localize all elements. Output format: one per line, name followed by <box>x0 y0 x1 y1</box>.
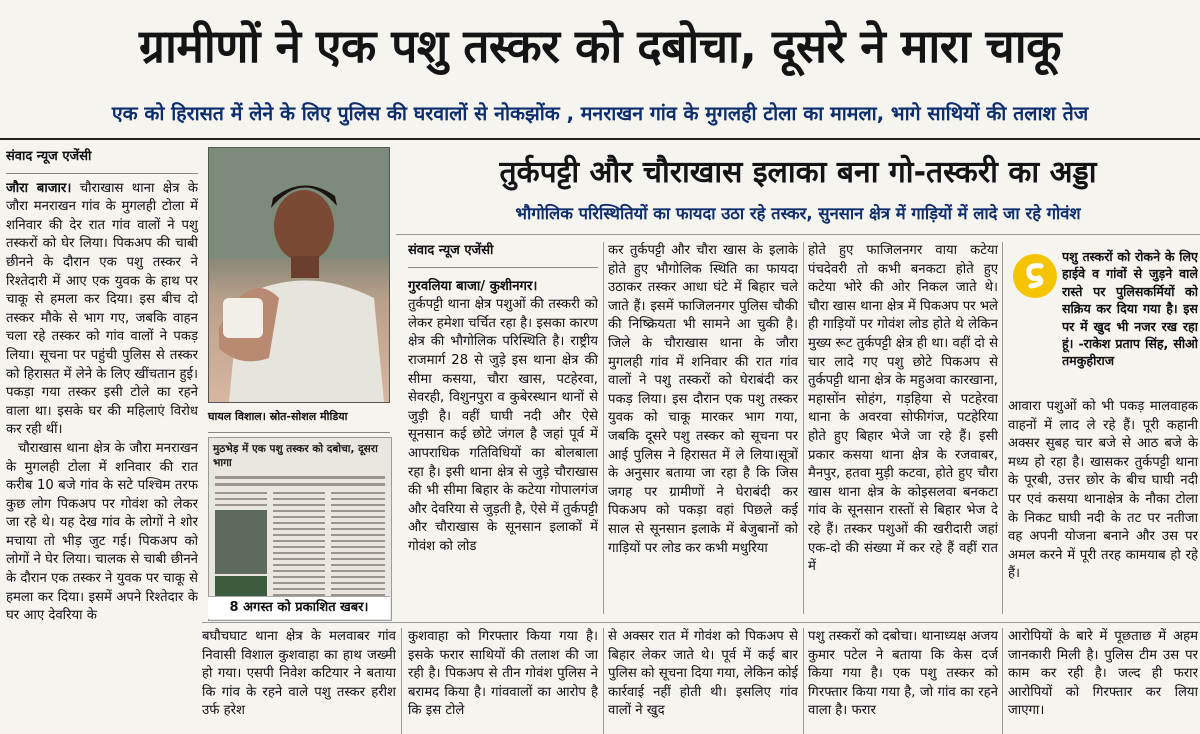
main-headline: ग्रामीणों ने एक पशु तस्कर को दबोचा, दूसरे ने मारा चाकू <box>139 19 1061 73</box>
story2-column-3 <box>808 242 998 614</box>
column-separator <box>603 628 604 734</box>
story2-column-4 <box>1008 398 1198 614</box>
story1-paragraph-3: बघौचघाट थाना क्षेत्र के मलवाबर गांव निवासी विशाल कुशवाहा का हाथ जख्मी हो गया। एसपी निवेश कटियार ने बताया कि गांव के रहने वाले पशु तस्कर हरीश उर्फ हरेश <box>202 629 396 719</box>
story2-divider <box>396 234 1200 235</box>
top-rule <box>0 138 1200 140</box>
continuation-text-3: पशु तस्करों को दबोचा। थानाध्यक्ष अजय कुमार पटेल ने बताया कि केस दर्ज किया गया है। एक पशु तस्कर को गिरफ्तार किया गया है, जो गांव का रहने वाला है। फरार <box>808 629 998 719</box>
continuation-text-2: से अक्सर रात में गोवंश को पिकअप से बिहार लेकर जाते थे। पूर्व में कई बार पुलिस को सूचना दिया गया, लेकिन कोई कार्रवाई नहीं होती थी। इसलिए गांव वालों ने खुद <box>608 629 798 719</box>
continuation-rule <box>202 622 1200 623</box>
column-separator <box>803 628 804 734</box>
injured-person-photo <box>208 147 390 403</box>
clipping-headline: मुठभेड़ में एक पशु तस्कर को दबोचा, दूसरा भागा <box>213 443 378 469</box>
story2-text-4: आवारा पशुओं को भी पकड़ मालवाहक वाहनों में लाद ले रहे हैं। पूरी कहानी अक्सर सुबह चार बजे से आठ बजे के मध्य हो रहा है। खासकर तुर्कपट्टी थाना के पूरबी, उत्तर छोर के बीच घाघी नदी पर एवं कसया थानाक्षेत्र के नौका टोला के निकट घाघी नदी के तट पर नतीजा वह अपनी योजना बनाने और उस पर अमल करने में पूरी तरह कामयाब हो रहे हैं। <box>1008 399 1198 582</box>
clipping-image <box>208 437 392 621</box>
photo-caption: घायल विशाल। स्रोत-सोशल मीडिया <box>208 402 390 433</box>
story2-column-1 <box>408 242 598 614</box>
story1-column <box>6 148 198 734</box>
story2-text-1: तुर्कपट्टी थाना क्षेत्र पशुओं की तस्करी को लेकर हमेशा चर्चित रहा है। इसका कारण क्षेत्र की भौगोलिक परिस्थिति है। राष्ट्रीय राजमार्ग 28 से जुड़े इस थाना क्षेत्र की सीमा कसया, चौरा खास, पटहेरवा, सेवरही, विशुनपुरा व कुबेरस्थान थानों से जुड़ी है। वहीं घाघी नदी और ऐसे सूनसान कई छोटे जंगल है जहां पूर्व में आपराधिक गतिविधियों का बोलबाला रहा है। इसी थाना क्षेत्र से जुड़े चौराखास की भी सीमा बिहार के कटेया गोपालगंज और देवरिया से जुड़ती है, ऐसे में तुर्कपट्टी और चौराखास के सूनसान इलाकों में गोवंश को लोड <box>408 297 598 554</box>
official-quote: पशु तस्करों को रोकने के लिए हाईवे व गांवों से जुड़ने वाले रास्ते पर पुलिसकर्मियों को सक्रिय कर दिया गया है। इस पर में खुद भी नजर रख रहा हूं। -राकेश प्रताप सिंह, सीओ तमकुहीराज <box>1062 249 1198 369</box>
column-separator <box>1002 628 1003 734</box>
story1-dateline: जौरा बाजार। <box>6 180 72 196</box>
continuation-text-4: आरोपियों के बारे में पूछताछ में अहम जानकारी मिली है। पुलिस टीम उस पर काम कर रही है। जल्द ही फरार आरोपियों को गिरफ्तार कर लिया जाएगा। <box>1008 629 1198 719</box>
continuation-block-3 <box>808 628 998 734</box>
story2-text-3: होते हुए फाजिलनगर वाया कटेया पंचदेवरी तो कभी बनकटा होते हुए कटेया भोरे की ओर निकल जाते थे। चौरा खास थाना क्षेत्र में पिकअप पर भले ही गाड़ियों पर गोवंश लोड होते थे लेकिन मुख्य रूट तुर्कपट्टी क्षेत्र ही था। वहीं दो से चार लादे गए पशु छोटे पिकअप से तुर्कपट्टी थाना क्षेत्र के महुअवा कारखाना, महासोंन सोहंग, गड़हिया से पटहेरवा थाना के अवरवा सोफीगंज, पटहेरिया होते हुए बिहार भेजे जा रहे हैं। इसी प्रकार कसया थाना क्षेत्र के रजवाबर, मैनपुर, हतवा मुड़ी कटवा, होते हुए चौरा खास थाना क्षेत्र के कोइसलवा बनकटा गांव के सूनसान रास्तों से बिहार भेज दे रहे हैं। तस्कर पशुओं की खरीदारी जहां एक-दो की संख्या में कर रहे हैं वहीं रात में <box>808 243 998 575</box>
story2-subtitle: भौगोलिक परिस्थितियों का फायदा उठा रहे तस्कर, सुनसान क्षेत्र में गाड़ियों में लादे जा रहे गोवंश <box>515 204 1081 223</box>
person-illustration <box>209 148 389 402</box>
story2-column-2 <box>608 242 798 614</box>
column-separator <box>1002 242 1003 614</box>
story2-agency: संवाद न्यूज एजेंसी <box>408 243 494 258</box>
story1-paragraph-2: चौराखास थाना क्षेत्र के जौरा मनराखन के मुगलही टोला में शनिवार की रात करीब 10 बजे गांव के सटे पश्चिम तरफ कुछ लोग पिकअप पर गोवंश को लेकर जा रहे थे। यह देख गांव के लोगों ने शोर मचाया तो भीड़ जुट गई। पिकअप को लोगों ने घेर लिया। चालक से चाबी छीनने के दौरान एक तस्कर ने युवक पर चाकू से हमला कर दिया। इसमें अपने रिश्तेदार के घर आए देवरिया के <box>6 440 198 624</box>
story2-title: तुर्कपट्टी और चौराखास इलाका बना गो-तस्करी का अड्डा <box>499 155 1097 190</box>
column-separator <box>603 242 604 614</box>
story1-agency: संवाद न्यूज एजेंसी <box>6 149 92 164</box>
story2-text-2: कर तुर्कपट्टी और चौरा खास के इलाके होते हुए भौगोलिक स्थिति का फायदा उठाकर तस्कर आधा घंटे में बिहार चले जाते हैं। इसमें फाजिलनगर पुलिस चौकी की निष्क्रियता भी सामने आ चुकी है। जिले के चौराखास थाना के जौरा मुगलही गांव में शनिवार की रात गांव वालों ने पशु तस्करों को घेराबंदी कर पकड़ लिया। इस दौरान एक पशु तस्कर युवक को चाकू मारकर भाग गया, जबकि दूसरे पशु तस्कर को सूचना पर आई पुलिस ने हिरासत में ले लिया।सूत्रों के अनुसार बताया जा रहा है कि जिस जगह पर ग्रामीणों ने घेराबंदी कर पिकअप को पकड़ा वहां पिछले कई साल से सूनसान इलाके में बेजुबानों को गाड़ियों पर लोड कर कभी मधुरिया <box>608 243 798 556</box>
clipping-caption: 8 अगस्त को प्रकाशित खबर। <box>208 596 390 619</box>
story1-paragraph-1: चौराखास थाना क्षेत्र के जौरा मनराखन गांव के मुगलही टोला में शनिवार की देर रात गांव वालों ने पशु तस्करों को घेर लिया। पिकअप की चाबी छीनने के दौरान एक पशु तस्कर ने रिश्तेदारी में आए एक युवक के हाथ पर चाकू से हमला कर दिया। इस बीच दो तस्कर मौके से भाग गए, जबकि वाहन चला रहे तस्कर को गांव वालों ने पकड़ लिया। सूचना पर पहुंची पुलिस से तस्कर को हिरासत में लेने के लिए खींचतान हुई। पकड़ा गया तस्कर इसी टोले का रहने वाला था। इसके घर की महिलाएं विरोध कर रही थीं। <box>6 180 198 438</box>
story2-dateline: गुरवलिया बाजा/ कुशीनगर। <box>408 278 538 294</box>
continuation-text-1: कुशवाहा को गिरफ्तार किया गया है। इसके फरार साथियों की तलाश की जा रही है। पिकअप से तीन गोवंश पुलिस ने बरामद किया है। गांववालों का आरोप है कि इस टोले <box>408 629 598 719</box>
continuation-block-2 <box>608 628 798 734</box>
sub-headline: एक को हिरासत में लेने के लिए पुलिस की घरवालों से नोकझोंक , मनराखन गांव के मुगलही टोला का मामला, भागे साथियों की तलाश तेज <box>111 102 1089 125</box>
story1-continuation <box>202 628 396 734</box>
quote-logo-icon <box>1013 254 1057 298</box>
continuation-block-4 <box>1008 628 1198 734</box>
column-separator <box>401 628 402 734</box>
column-separator <box>803 242 804 614</box>
continuation-block-1 <box>408 628 598 734</box>
